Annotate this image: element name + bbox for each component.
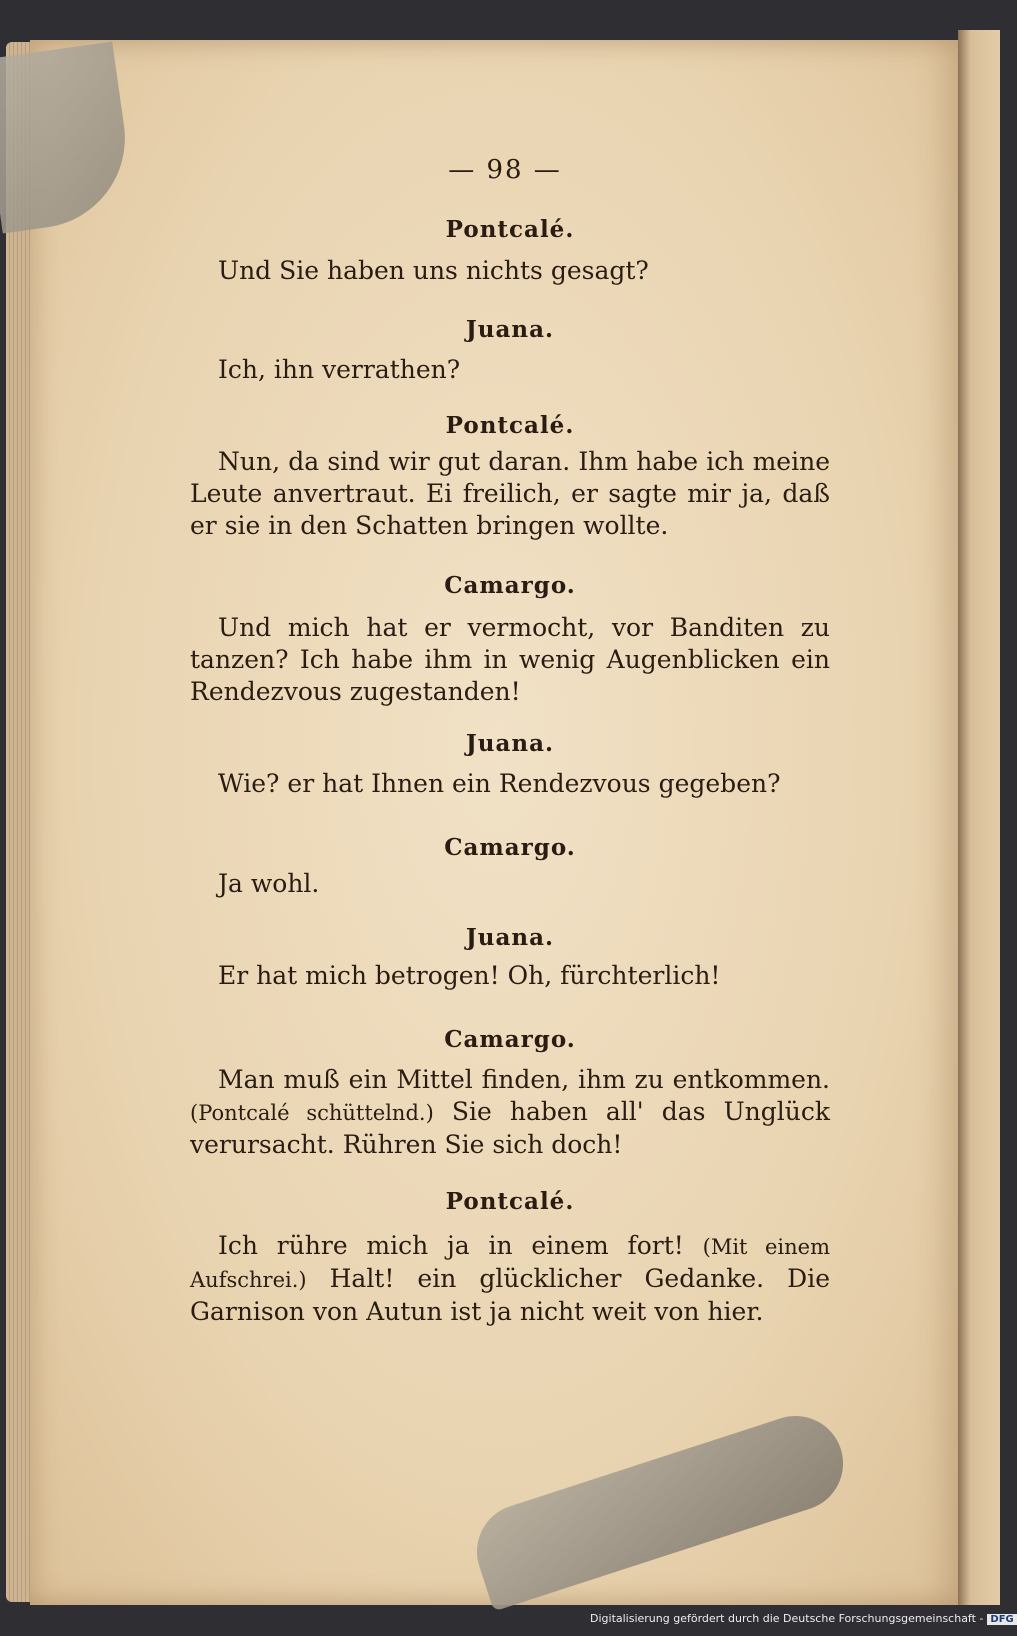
speaker-name: Camargo. xyxy=(444,834,576,861)
speaker-name: Camargo. xyxy=(444,572,576,599)
speaker-name: Juana. xyxy=(465,316,555,343)
dialogue-text: Wie? er hat Ihnen ein Rendezvous gegeben? xyxy=(218,769,781,798)
dialogue-text: Und mich hat er vermocht, vor Banditen zu tanzen? Ich habe ihm in wenig Augenblicken ein Rendezvous zugestanden! xyxy=(190,613,830,706)
speaker-name: Juana. xyxy=(465,924,555,951)
dialogue-text-part: Halt! ein glücklicher Gedanke. Die Garnison von Autun ist ja nicht weit von hier. xyxy=(190,1264,830,1326)
dialogue-text-part: Ich rühre mich ja in einem fort! xyxy=(218,1231,684,1260)
speaker-name: Pontcalé. xyxy=(445,216,575,243)
speaker-name: Juana. xyxy=(465,730,555,757)
dialogue-text: Ich, ihn verrathen? xyxy=(218,355,461,384)
dialogue-text: Er hat mich betrogen! Oh, fürchterlich! xyxy=(218,961,721,990)
footer-text: Digitalisierung gefördert durch die Deutsche Forschungsgemeinschaft - xyxy=(590,1612,984,1625)
speaker-name: Pontcalé. xyxy=(445,412,575,439)
dialogue-text: Ja wohl. xyxy=(218,869,320,898)
dialogue-text: Und Sie haben uns nichts gesagt? xyxy=(218,256,649,285)
dfg-logo: DFG xyxy=(987,1614,1016,1625)
dialogue-text xyxy=(190,1064,830,1161)
dialogue-text-part: Man muß ein Mittel finden, ihm zu entkommen. xyxy=(218,1065,830,1094)
speaker-name: Pontcalé. xyxy=(445,1188,575,1215)
dialogue-text xyxy=(190,1230,830,1328)
digitization-footer xyxy=(590,1612,1014,1632)
page-number: — 98 — xyxy=(448,155,562,185)
stage-direction: (Mit einem Aufschrei.) xyxy=(190,1235,830,1292)
dialogue-text-part: Sie haben all' das Unglück verursacht. Rühren Sie sich doch! xyxy=(190,1097,830,1159)
stage-direction: (Pontcalé schüttelnd.) xyxy=(190,1101,434,1125)
dialogue-text: Nun, da sind wir gut daran. Ihm habe ich meine Leute anvertraut. Ei freilich, er sagte mir ja, daß er sie in den Schatten bringen wollte. xyxy=(190,447,830,540)
speaker-name: Camargo. xyxy=(444,1026,576,1053)
